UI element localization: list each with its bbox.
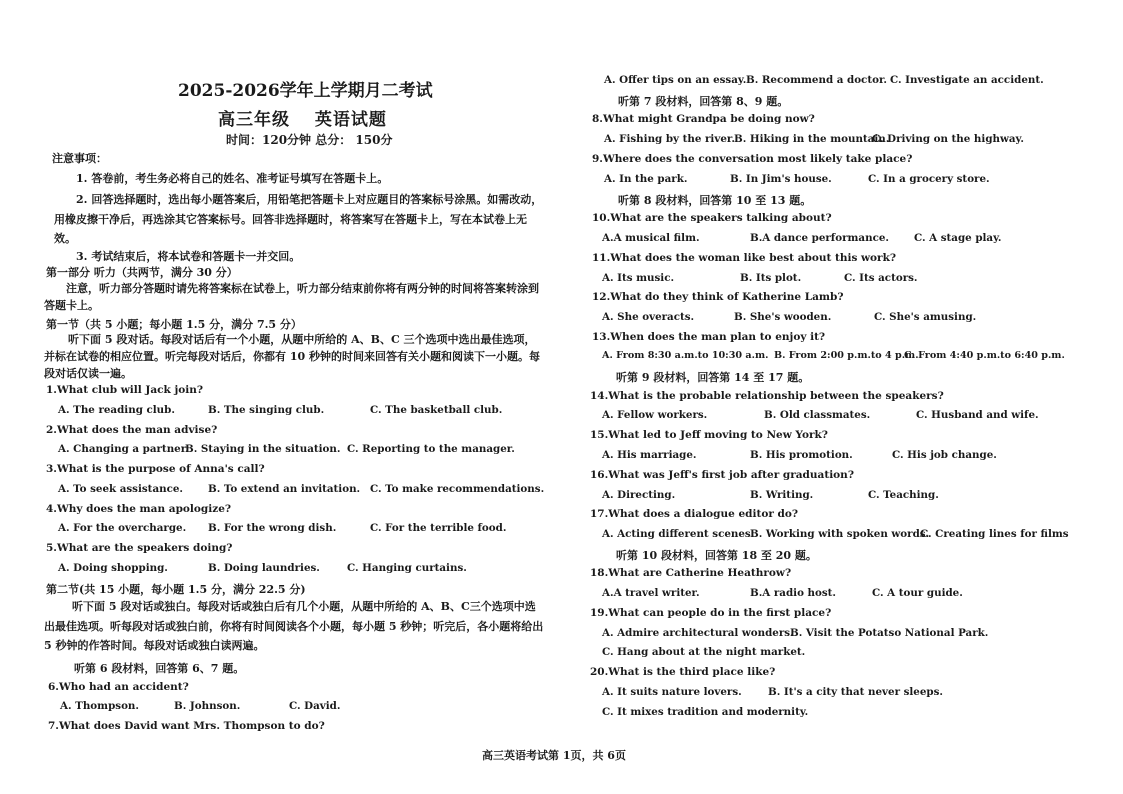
q10-option-b: B.A dance performance. — [750, 232, 889, 244]
q20-option-c: C. It mixes tradition and modernity. — [602, 706, 809, 718]
q9-option-b: B. In Jim's house. — [730, 173, 832, 185]
q13-option-c: C. From 4:40 p.m.to 6:40 p.m. — [904, 350, 1065, 361]
question-7: 7.What does David want Mrs. Thompson to do? — [48, 720, 325, 732]
q11-option-c: C. Its actors. — [844, 272, 918, 284]
q2-option-a: A. Changing a partner. — [58, 443, 189, 455]
q16-option-b: B. Writing. — [750, 489, 814, 501]
material-9: 听第 9 段材料，回答第 14 至 17 题。 — [616, 371, 810, 384]
section2-heading: 第二节(共 15 小题，每小题 1.5 分，满分 22.5 分) — [46, 583, 306, 596]
q9-option-c: C. In a grocery store. — [868, 173, 990, 185]
q5-option-c: C. Hanging curtains. — [347, 562, 467, 574]
q13-option-b: B. From 2:00 p.m.to 4 p.m. — [774, 350, 919, 361]
notice-item-1: 1. 答卷前，考生务必将自己的姓名、准考证号填写在答题卡上。 — [76, 172, 389, 185]
question-15: 15.What led to Jeff moving to New York? — [590, 429, 828, 441]
q6-option-c: C. David. — [289, 700, 341, 712]
page-footer: 高三英语考试第 1页，共 6页 — [482, 749, 626, 762]
q3-option-c: C. To make recommendations. — [370, 483, 545, 495]
q10-option-c: C. A stage play. — [914, 232, 1002, 244]
q20-option-a: A. It suits nature lovers. — [602, 686, 742, 698]
q20-option-b: B. It's a city that never sleeps. — [768, 686, 943, 698]
q17-option-b: B. Working with spoken words. — [750, 528, 930, 540]
section1-heading: 第一节（共 5 小题；每小题 1.5 分，满分 7.5 分） — [46, 318, 302, 331]
q12-option-b: B. She's wooden. — [734, 311, 832, 323]
question-5: 5.What are the speakers doing? — [46, 542, 233, 554]
question-13: 13.When does the man plan to enjoy it? — [592, 331, 826, 343]
notice-item-2: 2. 回答选择题时，选出每小题答案后，用铅笔把答题卡上对应题目的答案标号涂黑。如需改动，用橡皮擦干净后，再选涂其它答案标号。回答非选择题时，将答案写在答题卡上，写在本试卷上无效。 — [54, 193, 543, 245]
q4-option-c: C. For the terrible food. — [370, 522, 507, 534]
q4-option-a: A. For the overcharge. — [58, 522, 187, 534]
q7-option-b: B. Recommend a doctor. — [746, 74, 888, 86]
q5-option-b: B. Doing laundries. — [208, 562, 320, 574]
q14-option-a: A. Fellow workers. — [602, 409, 708, 421]
q18-option-b: B.A radio host. — [750, 587, 837, 599]
question-11: 11.What does the woman like best about this work? — [592, 252, 897, 264]
part1-note: 注意，听力部分答题时请先将答案标在试卷上，听力部分结束前你将有两分钟的时间将答案转涂到答题卡上。 — [44, 282, 539, 312]
question-16: 16.What was Jeff's first job after graduation? — [590, 469, 854, 481]
q15-option-b: B. His promotion. — [750, 449, 853, 461]
question-10: 10.What are the speakers talking about? — [592, 212, 832, 224]
q13-option-a: A. From 8:30 a.m.to 10:30 a.m. — [602, 350, 769, 361]
exam-title: 2025-2026学年上学期月二考试 — [178, 81, 433, 101]
q11-option-b: B. Its plot. — [740, 272, 802, 284]
q4-option-b: B. For the wrong dish. — [208, 522, 337, 534]
material-10: 听第 10 段材料，回答第 18 至 20 题。 — [616, 549, 817, 562]
q7-option-c: C. Investigate an accident. — [890, 74, 1044, 86]
question-4: 4.Why does the man apologize? — [46, 503, 232, 515]
q8-option-a: A. Fishing by the river. — [604, 133, 735, 145]
question-19: 19.What can people do in the first place? — [590, 607, 832, 619]
question-20: 20.What is the third place like? — [590, 666, 776, 678]
question-2: 2.What does the man advise? — [46, 424, 218, 436]
q5-option-a: A. Doing shopping. — [58, 562, 168, 574]
q19-option-c: C. Hang about at the night market. — [602, 646, 806, 658]
q12-option-c: C. She's amusing. — [874, 311, 977, 323]
q11-option-a: A. Its music. — [602, 272, 675, 284]
q1-option-a: A. The reading club. — [58, 404, 175, 416]
notice-heading: 注意事项： — [52, 152, 107, 165]
q14-option-b: B. Old classmates. — [764, 409, 871, 421]
question-14: 14.What is the probable relationship between the speakers? — [590, 390, 944, 402]
section1-instructions: 听下面 5 段对话。每段对话后有一个小题，从题中所给的 A、B、C 三个选项中选出最佳选项，并标在试卷的相应位置。听完每段对话后，你都有 10 秒钟的时间来回答有关小题和阅读下一小题。每段对话仅读一遍。 — [44, 333, 540, 380]
material-6: 听第 6 段材料，回答第 6、7 题。 — [74, 662, 245, 675]
q9-option-a: A. In the park. — [604, 173, 688, 185]
question-9: 9.Where does the conversation most likely take place? — [592, 153, 913, 165]
question-1: 1.What club will Jack join? — [46, 384, 204, 396]
q6-option-b: B. Johnson. — [174, 700, 241, 712]
q7-option-a: A. Offer tips on an essay. — [604, 74, 747, 86]
q12-option-a: A. She overacts. — [602, 311, 695, 323]
q1-option-b: B. The singing club. — [208, 404, 325, 416]
question-3: 3.What is the purpose of Anna's call? — [46, 463, 265, 475]
material-7: 听第 7 段材料，回答第 8、9 题。 — [618, 95, 789, 108]
q3-option-a: A. To seek assistance. — [58, 483, 184, 495]
notice-item-3: 3. 考试结束后，将本试卷和答题卡一并交回。 — [76, 250, 301, 263]
q16-option-c: C. Teaching. — [868, 489, 939, 501]
q15-option-c: C. His job change. — [892, 449, 997, 461]
q2-option-c: C. Reporting to the manager. — [347, 443, 515, 455]
q6-option-a: A. Thompson. — [60, 700, 140, 712]
q19-option-b: B. Visit the Potatso National Park. — [790, 627, 989, 639]
question-12: 12.What do they think of Katherine Lamb? — [592, 291, 844, 303]
question-6: 6.Who had an accident? — [48, 681, 189, 693]
q15-option-a: A. His marriage. — [602, 449, 697, 461]
section2-instructions: 听下面 5 段对话或独白。每段对话或独白后有几个小题，从题中所给的 A、B、C三个选项中选出最佳选项。听每段对话或独白前，你将有时间阅读各个小题，每小题 5 秒钟；听完后，各小题将给出 5 秒钟的作答时间。每段对话或独白读两遍。 — [44, 600, 544, 652]
q19-option-a: A. Admire architectural wonders. — [602, 627, 794, 639]
part1-heading: 第一部分 听力（共两节，满分 30 分） — [46, 266, 238, 279]
question-17: 17.What does a dialogue editor do? — [590, 508, 799, 520]
q14-option-c: C. Husband and wife. — [916, 409, 1039, 421]
material-8: 听第 8 段材料，回答第 10 至 13 题。 — [618, 194, 812, 207]
q10-option-a: A.A musical film. — [602, 232, 700, 244]
q18-option-c: C. A tour guide. — [872, 587, 963, 599]
q2-option-b: B. Staying in the situation. — [185, 443, 341, 455]
q8-option-c: C. Driving on the highway. — [872, 133, 1024, 145]
q17-option-c: C. Creating lines for films — [920, 528, 1069, 540]
q16-option-a: A. Directing. — [602, 489, 676, 501]
q8-option-b: B. Hiking in the mountain. — [734, 133, 890, 145]
q17-option-a: A. Acting different scenes. — [602, 528, 755, 540]
question-8: 8.What might Grandpa be doing now? — [592, 113, 815, 125]
exam-meta: 时间：120分钟 总分： 150分 — [226, 133, 393, 147]
exam-subtitle: 高三年级 英语试题 — [218, 110, 387, 130]
q3-option-b: B. To extend an invitation. — [208, 483, 361, 495]
question-18: 18.What are Catherine Heathrow? — [590, 567, 792, 579]
q1-option-c: C. The basketball club. — [370, 404, 503, 416]
q18-option-a: A.A travel writer. — [602, 587, 700, 599]
